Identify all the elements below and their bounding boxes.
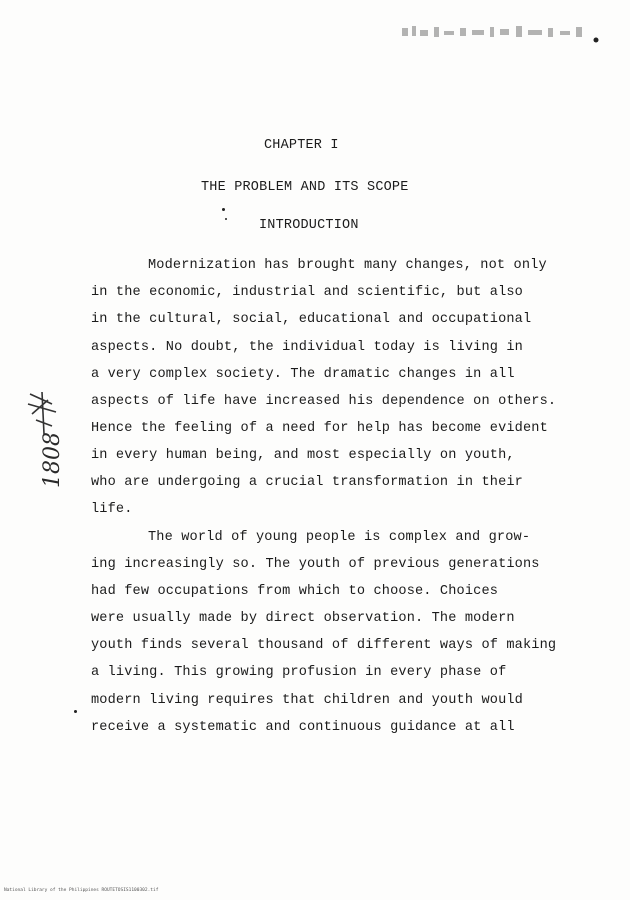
paragraph-line: aspects of life have increased his dependence on others. — [91, 394, 557, 409]
paragraph-line: who are undergoing a crucial transformation in their — [91, 475, 523, 490]
paragraph-line: had few occupations from which to choose. Choices — [91, 584, 499, 599]
paragraph-line: ing increasingly so. The youth of previous generations — [91, 557, 540, 572]
paragraph-line: Modernization has brought many changes, not only — [148, 258, 547, 273]
paragraph-line: in the economic, industrial and scientific, but also — [91, 285, 523, 300]
paragraph-line: modern living requires that children and youth would — [91, 693, 523, 708]
paragraph-line: in every human being, and most especially on youth, — [91, 448, 515, 463]
paragraph-line: aspects. No doubt, the individual today is living in — [91, 340, 523, 355]
paragraph-line: life. — [91, 502, 133, 517]
ink-speck — [74, 710, 77, 713]
paragraph-line: The world of young people is complex and grow- — [148, 530, 531, 545]
paragraph-line: youth finds several thousand of different ways of making — [91, 638, 557, 653]
section-heading: INTRODUCTION — [259, 218, 359, 233]
paragraph-line: Hence the feeling of a need for help has become evident — [91, 421, 548, 436]
paragraph-line: in the cultural, social, educational and occupational — [91, 312, 532, 327]
paragraph-line: a living. This growing profusion in every phase of — [91, 665, 507, 680]
ink-speck — [225, 218, 227, 220]
ink-speck — [222, 208, 225, 211]
chapter-title: THE PROBLEM AND ITS SCOPE — [201, 180, 409, 195]
margin-annotation: 1808 — [39, 432, 65, 488]
paragraph-line: receive a systematic and continuous guidance at all — [91, 720, 515, 735]
chapter-heading: CHAPTER I — [264, 138, 339, 153]
paragraph-line: were usually made by direct observation. The modern — [91, 611, 515, 626]
stamp-mark — [400, 22, 600, 44]
scan-footer: National Library of the Philippines ROUTETOSIS1100302.tif — [4, 888, 159, 893]
paragraph-line: a very complex society. The dramatic changes in all — [91, 367, 515, 382]
